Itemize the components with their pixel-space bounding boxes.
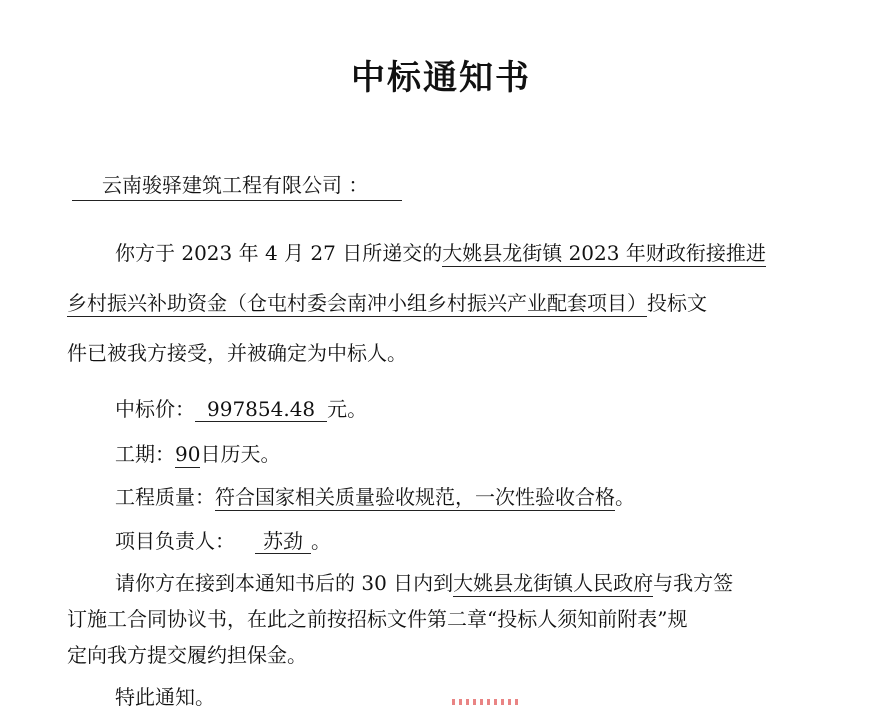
duration-label: 工期： bbox=[115, 442, 175, 466]
bid-price-value: 997854.48 bbox=[195, 397, 327, 422]
project-manager-label: 项目负责人： bbox=[115, 529, 235, 553]
seal-stamp-fragment bbox=[452, 699, 522, 705]
project-name-part-2: 乡村振兴补助资金（仓屯村委会南冲小组乡村振兴产业配套项目） bbox=[67, 291, 647, 315]
quality-value: 符合国家相关质量验收规范，一次性验收合格 bbox=[215, 485, 615, 509]
quality-row bbox=[115, 482, 635, 512]
bid-price-row bbox=[115, 394, 367, 424]
duration-value: 90 bbox=[175, 442, 201, 466]
document-title: 中标通知书 bbox=[351, 58, 531, 98]
contract-paragraph-line-2: 订施工合同协议书，在此之前按招标文件第二章“投标人须知前附表”规 bbox=[67, 607, 688, 631]
intro-paragraph-line-1 bbox=[115, 238, 766, 268]
intro-prefix: 你方于 2023 年 4 月 27 日所递交的 bbox=[115, 241, 443, 265]
project-manager-value: 苏劲 bbox=[255, 529, 311, 554]
addressee-line bbox=[72, 170, 402, 201]
project-manager-row bbox=[115, 526, 331, 556]
contract-suffix: 与我方签 bbox=[653, 571, 734, 595]
intro-suffix: 投标文 bbox=[647, 291, 707, 315]
project-name-part-1: 大姚县龙街镇 2023 年财政衔接推进 bbox=[442, 241, 766, 265]
duration-unit: 日历天。 bbox=[200, 442, 281, 466]
contract-prefix: 请你方在接到本通知书后的 30 日内到 bbox=[115, 571, 454, 595]
intro-paragraph-line-3: 件已被我方接受，并被确定为中标人。 bbox=[67, 341, 407, 365]
intro-paragraph-line-2 bbox=[67, 288, 707, 318]
bid-price-unit: 元。 bbox=[327, 397, 368, 421]
addressee-name: 云南骏驿建筑工程有限公司 ： bbox=[102, 173, 369, 197]
closing-text: 特此通知。 bbox=[115, 685, 215, 709]
project-manager-end: 。 bbox=[311, 529, 331, 553]
contract-place: 大姚县龙街镇人民政府 bbox=[453, 571, 654, 595]
quality-label: 工程质量： bbox=[115, 485, 215, 509]
bid-price-label: 中标价： bbox=[115, 397, 195, 421]
duration-row bbox=[115, 439, 280, 469]
contract-paragraph-line-1 bbox=[115, 568, 733, 598]
contract-paragraph-line-3: 定向我方提交履约担保金。 bbox=[67, 643, 307, 667]
quality-end: 。 bbox=[615, 485, 635, 509]
